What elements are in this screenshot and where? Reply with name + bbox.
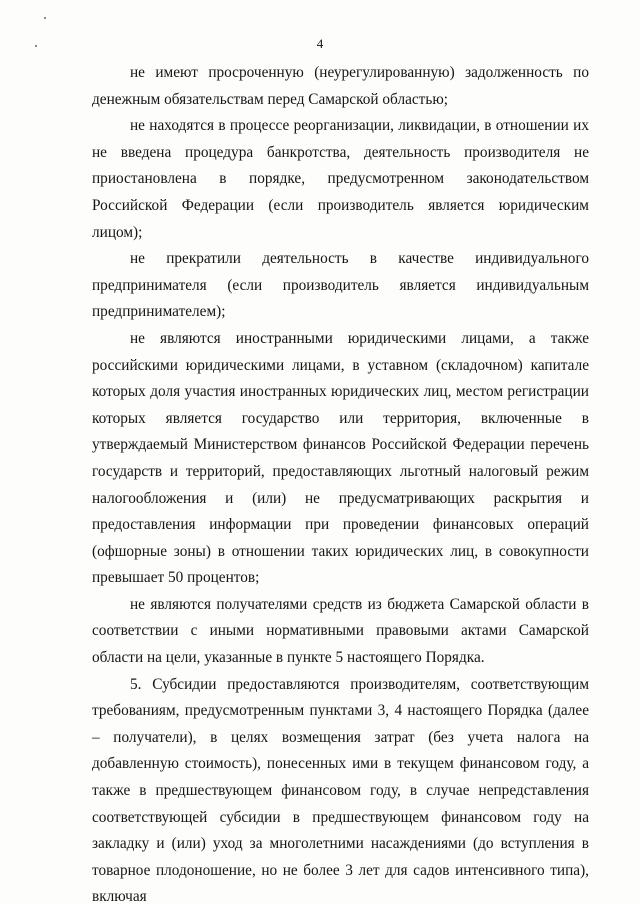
paragraph-not-foreign-entity: не являются иностранными юридическими лицами, а также российскими юридическими лицами, в уставном (складочном) капитале которых доля участия иностранных юридических лиц, местом регистрации которых является государство или территория, включенные в утверждаемый Министерством финансов Российской Федерации перечень государств и территорий, предоставляющих льготный налоговый режим налогообложения и (или) не предусматривающих раскрытия и предоставления информации при проведении финансовых операций (офшорные зоны) в отношении таких юридических лиц, в совокупности превышает 50 процентов; <box>92 329 589 587</box>
paragraph-entrepreneur-active: не прекратили деятельность в качестве индивидуального предпринимателя (если производитель является индивидуальным предпринимателем); <box>92 250 589 321</box>
paragraph-not-budget-recipient: не являются получателями средств из бюджета Самарской области в соответствии с иными нормативными правовыми актами Самарской области на цели, указанные в пункте 5 настоящего Порядка. <box>92 595 589 667</box>
page-number: 4 <box>316 36 324 51</box>
paragraph-clause-5: 5. Субсидии предоставляются производителям, соответствующим требованиям, предусмотренным пунктами 3, 4 настоящего Порядка (далее – получатели), в целях возмещения затрат (без учета налога на добавленную стоимость), понесенных ими в текущем финансовом году, а также в предшествующем финансовом году, в случае непредставления соответствующей субсидии в предшествующем финансовом году на закладку и (или) уход за многолетними насаждениями (до вступления в товарное плодоношение, но не более 3 лет для садов интенсивного типа), включая <box>92 675 589 906</box>
paragraph-no-overdue-debt: не имеют просроченную (неурегулированную) задолженность по денежным обязательствам перед Самарской областью; <box>92 64 589 108</box>
paragraph-no-reorganization: не находятся в процессе реорганизации, ликвидации, в отношении их не введена процедура банкротства, деятельность производителя не приостановлена в порядке, предусмотренном законодательством Российской Федерации (если производитель является юридическим лицом); <box>92 117 589 241</box>
scan-speck <box>44 17 46 19</box>
document-body <box>92 60 589 911</box>
